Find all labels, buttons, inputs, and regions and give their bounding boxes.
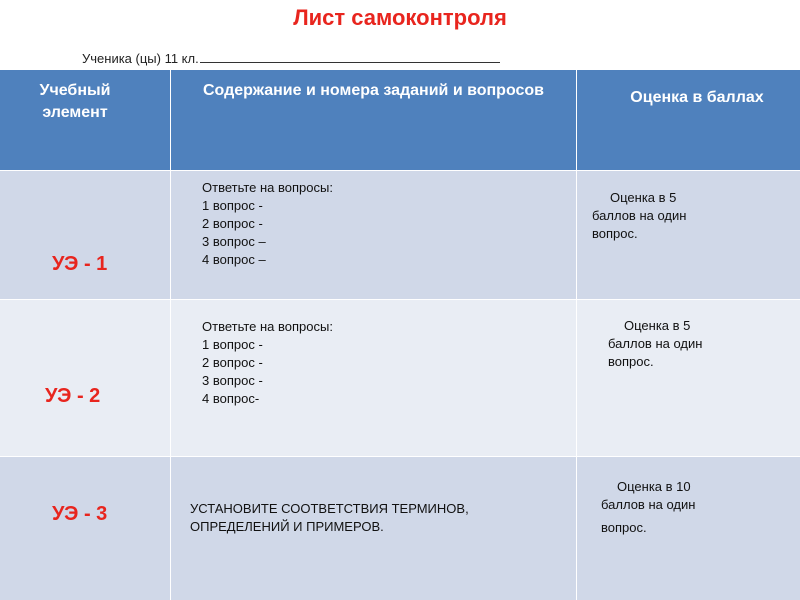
name-blank-line — [200, 51, 500, 63]
student-line — [82, 51, 500, 66]
table-row-1-grade — [577, 171, 800, 299]
table-row-2-element — [0, 300, 170, 456]
question-item: 2 вопрос - — [202, 355, 263, 370]
grade-text: Оценка в 10 баллов на один вопрос. — [601, 479, 696, 535]
ue-label: УЭ - 1 — [52, 253, 108, 275]
header-col2: Содержание и номера заданий и вопросов — [202, 82, 545, 99]
grade-text: Оценка в 5 баллов на один вопрос. — [592, 190, 687, 241]
table-row-2-content — [171, 300, 576, 456]
question-item: 1 вопрос - — [202, 198, 263, 213]
question-item: 3 вопрос – — [202, 234, 266, 249]
table-row-3-grade — [577, 457, 800, 600]
content-block — [202, 179, 333, 269]
content-block — [190, 500, 469, 536]
table-row-1-content — [171, 171, 576, 299]
student-label: Ученика (цы) 11 кл. — [82, 51, 199, 66]
content-line: УСТАНОВИТЕ СООТВЕТСТВИЯ ТЕРМИНОВ, — [190, 501, 469, 516]
content-heading: Ответьте на вопросы: — [202, 180, 333, 195]
header-cell-content — [171, 70, 576, 170]
table-row-3-element — [0, 457, 170, 600]
table-row-3-content — [171, 457, 576, 600]
ue-label: УЭ - 3 — [52, 503, 108, 525]
grade-text: Оценка в 5 баллов на один вопрос. — [608, 318, 703, 369]
table-row-2-grade — [577, 300, 800, 456]
question-item: 4 вопрос – — [202, 252, 266, 267]
page-title: Лист самоконтроля — [293, 5, 507, 30]
header-col1: Учебный элемент — [39, 82, 111, 121]
question-item: 3 вопрос - — [202, 373, 263, 388]
question-item: 1 вопрос - — [202, 337, 263, 352]
self-control-table — [0, 70, 800, 600]
header-col3: Оценка в баллах — [630, 89, 764, 106]
question-item: 4 вопрос- — [202, 391, 260, 406]
table-row-1-element — [0, 171, 170, 299]
question-item: 2 вопрос - — [202, 216, 263, 231]
header-cell-element — [0, 70, 170, 170]
content-line: ОПРЕДЕЛЕНИЙ И ПРИМЕРОВ. — [190, 519, 384, 534]
header-cell-grade — [577, 70, 800, 170]
content-block — [202, 318, 333, 408]
ue-label: УЭ - 2 — [45, 385, 101, 407]
content-heading: Ответьте на вопросы: — [202, 319, 333, 334]
